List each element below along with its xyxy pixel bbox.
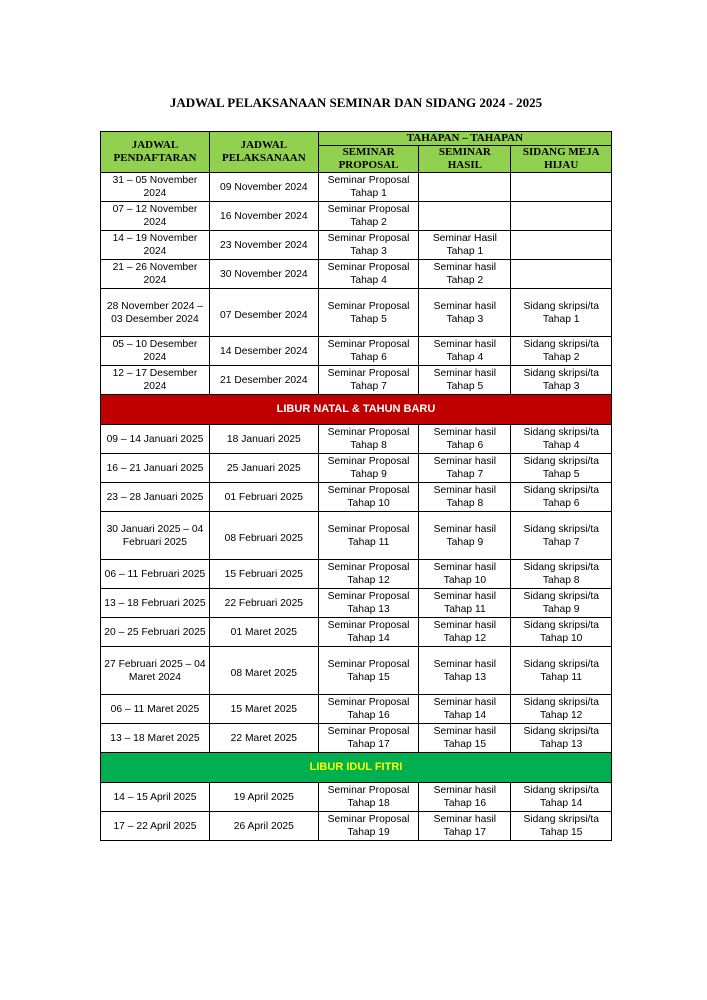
cell-seminar-hasil: Seminar hasil Tahap 7 [419,454,511,483]
cell-sidang: Sidang skripsi/ta Tahap 4 [511,425,612,454]
table-row [101,173,612,202]
cell-seminar-hasil: Seminar hasil Tahap 10 [419,560,511,589]
cell-seminar-hasil: Seminar hasil Tahap 15 [419,724,511,753]
cell-pendaftaran: 13 – 18 Februari 2025 [101,589,210,618]
header-pelaksanaan: JADWAL PELAKSANAAN [209,132,318,173]
cell-pendaftaran: 06 – 11 Maret 2025 [101,695,210,724]
cell-sidang: Sidang skripsi/ta Tahap 2 [511,337,612,366]
cell-pendaftaran: 30 Januari 2025 – 04 Februari 2025 [101,512,210,560]
cell-pendaftaran: 23 – 28 Januari 2025 [101,483,210,512]
table-row [101,589,612,618]
cell-seminar-hasil: Seminar hasil Tahap 9 [419,512,511,560]
table-row [101,783,612,812]
holiday-break-natal [101,395,612,425]
cell-seminar-proposal: Seminar Proposal Tahap 17 [318,724,419,753]
cell-seminar-hasil: Seminar hasil Tahap 12 [419,618,511,647]
table-row [101,512,612,560]
cell-seminar-proposal: Seminar Proposal Tahap 2 [318,202,419,231]
cell-pendaftaran: 20 – 25 Februari 2025 [101,618,210,647]
cell-pendaftaran: 16 – 21 Januari 2025 [101,454,210,483]
cell-sidang [511,260,612,289]
cell-seminar-hasil: Seminar hasil Tahap 2 [419,260,511,289]
cell-seminar-hasil: Seminar hasil Tahap 17 [419,812,511,841]
cell-seminar-proposal: Seminar Proposal Tahap 19 [318,812,419,841]
table-row [101,483,612,512]
cell-sidang: Sidang skripsi/ta Tahap 14 [511,783,612,812]
cell-pelaksanaan: 21 Desember 2024 [209,366,318,395]
cell-seminar-hasil: Seminar hasil Tahap 11 [419,589,511,618]
table-row [101,647,612,695]
cell-sidang [511,231,612,260]
cell-pelaksanaan: 15 Maret 2025 [209,695,318,724]
table-row [101,289,612,337]
cell-pelaksanaan: 08 Maret 2025 [209,647,318,695]
table-row [101,366,612,395]
table-row [101,202,612,231]
cell-sidang: Sidang skripsi/ta Tahap 13 [511,724,612,753]
cell-sidang [511,202,612,231]
cell-seminar-proposal: Seminar Proposal Tahap 14 [318,618,419,647]
cell-seminar-proposal: Seminar Proposal Tahap 9 [318,454,419,483]
header-sidang-meja-hijau: SIDANG MEJA HIJAU [511,146,612,173]
cell-seminar-hasil: Seminar hasil Tahap 14 [419,695,511,724]
cell-pendaftaran: 14 – 15 April 2025 [101,783,210,812]
cell-seminar-proposal: Seminar Proposal Tahap 7 [318,366,419,395]
cell-seminar-hasil [419,173,511,202]
schedule-table [100,131,612,841]
cell-sidang: Sidang skripsi/ta Tahap 12 [511,695,612,724]
holiday-break-natal-label: LIBUR NATAL & TAHUN BARU [101,395,612,425]
cell-seminar-proposal: Seminar Proposal Tahap 12 [318,560,419,589]
cell-pelaksanaan: 19 April 2025 [209,783,318,812]
cell-pendaftaran: 28 November 2024 – 03 Desember 2024 [101,289,210,337]
cell-pendaftaran: 12 – 17 Desember 2024 [101,366,210,395]
holiday-break-idul-fitri [101,753,612,783]
header-seminar-hasil: SEMINAR HASIL [419,146,511,173]
holiday-break-idul-fitri-label: LIBUR IDUL FITRI [101,753,612,783]
cell-pelaksanaan: 14 Desember 2024 [209,337,318,366]
table-row [101,260,612,289]
cell-pendaftaran: 17 – 22 April 2025 [101,812,210,841]
cell-sidang: Sidang skripsi/ta Tahap 8 [511,560,612,589]
cell-pendaftaran: 05 – 10 Desember 2024 [101,337,210,366]
page-title: JADWAL PELAKSANAAN SEMINAR DAN SIDANG 2024 - 2025 [169,95,543,110]
cell-sidang: Sidang skripsi/ta Tahap 11 [511,647,612,695]
cell-sidang: Sidang skripsi/ta Tahap 1 [511,289,612,337]
cell-seminar-proposal: Seminar Proposal Tahap 13 [318,589,419,618]
schedule-body [101,173,612,841]
cell-seminar-proposal: Seminar Proposal Tahap 15 [318,647,419,695]
cell-sidang: Sidang skripsi/ta Tahap 5 [511,454,612,483]
cell-sidang: Sidang skripsi/ta Tahap 15 [511,812,612,841]
cell-seminar-hasil: Seminar hasil Tahap 16 [419,783,511,812]
header-pendaftaran: JADWAL PENDAFTARAN [101,132,210,173]
cell-pelaksanaan: 25 Januari 2025 [209,454,318,483]
cell-seminar-hasil: Seminar hasil Tahap 13 [419,647,511,695]
table-row [101,695,612,724]
cell-sidang [511,173,612,202]
cell-pendaftaran: 09 – 14 Januari 2025 [101,425,210,454]
header-seminar-proposal: SEMINAR PROPOSAL [318,146,419,173]
cell-seminar-proposal: Seminar Proposal Tahap 10 [318,483,419,512]
cell-pelaksanaan: 07 Desember 2024 [209,289,318,337]
cell-pendaftaran: 31 – 05 November 2024 [101,173,210,202]
cell-seminar-proposal: Seminar Proposal Tahap 18 [318,783,419,812]
cell-pelaksanaan: 22 Februari 2025 [209,589,318,618]
cell-pelaksanaan: 30 November 2024 [209,260,318,289]
cell-seminar-proposal: Seminar Proposal Tahap 5 [318,289,419,337]
cell-seminar-hasil: Seminar hasil Tahap 5 [419,366,511,395]
cell-pelaksanaan: 01 Maret 2025 [209,618,318,647]
cell-seminar-hasil: Seminar hasil Tahap 4 [419,337,511,366]
table-row [101,812,612,841]
cell-pendaftaran: 13 – 18 Maret 2025 [101,724,210,753]
cell-sidang: Sidang skripsi/ta Tahap 6 [511,483,612,512]
cell-seminar-hasil: Seminar Hasil Tahap 1 [419,231,511,260]
cell-pelaksanaan: 16 November 2024 [209,202,318,231]
table-row [101,724,612,753]
cell-pelaksanaan: 26 April 2025 [209,812,318,841]
cell-seminar-proposal: Seminar Proposal Tahap 4 [318,260,419,289]
table-row [101,231,612,260]
table-row [101,337,612,366]
cell-seminar-proposal: Seminar Proposal Tahap 3 [318,231,419,260]
cell-pendaftaran: 14 – 19 November 2024 [101,231,210,260]
table-row [101,618,612,647]
cell-pelaksanaan: 15 Februari 2025 [209,560,318,589]
cell-pelaksanaan: 08 Februari 2025 [209,512,318,560]
cell-seminar-proposal: Seminar Proposal Tahap 11 [318,512,419,560]
table-row [101,454,612,483]
cell-seminar-proposal: Seminar Proposal Tahap 16 [318,695,419,724]
cell-pelaksanaan: 18 Januari 2025 [209,425,318,454]
cell-sidang: Sidang skripsi/ta Tahap 3 [511,366,612,395]
cell-pelaksanaan: 22 Maret 2025 [209,724,318,753]
cell-pelaksanaan: 01 Februari 2025 [209,483,318,512]
cell-sidang: Sidang skripsi/ta Tahap 7 [511,512,612,560]
cell-pendaftaran: 06 – 11 Februari 2025 [101,560,210,589]
cell-seminar-proposal: Seminar Proposal Tahap 1 [318,173,419,202]
table-row [101,425,612,454]
table-row [101,560,612,589]
cell-pelaksanaan: 23 November 2024 [209,231,318,260]
cell-seminar-hasil: Seminar hasil Tahap 6 [419,425,511,454]
cell-pendaftaran: 07 – 12 November 2024 [101,202,210,231]
header-tahapan-group: TAHAPAN – TAHAPAN [318,132,611,146]
cell-pelaksanaan: 09 November 2024 [209,173,318,202]
cell-seminar-hasil [419,202,511,231]
cell-seminar-hasil: Seminar hasil Tahap 8 [419,483,511,512]
cell-seminar-proposal: Seminar Proposal Tahap 6 [318,337,419,366]
cell-seminar-proposal: Seminar Proposal Tahap 8 [318,425,419,454]
cell-pendaftaran: 27 Februari 2025 – 04 Maret 2024 [101,647,210,695]
cell-sidang: Sidang skripsi/ta Tahap 9 [511,589,612,618]
cell-seminar-hasil: Seminar hasil Tahap 3 [419,289,511,337]
cell-pendaftaran: 21 – 26 November 2024 [101,260,210,289]
cell-sidang: Sidang skripsi/ta Tahap 10 [511,618,612,647]
